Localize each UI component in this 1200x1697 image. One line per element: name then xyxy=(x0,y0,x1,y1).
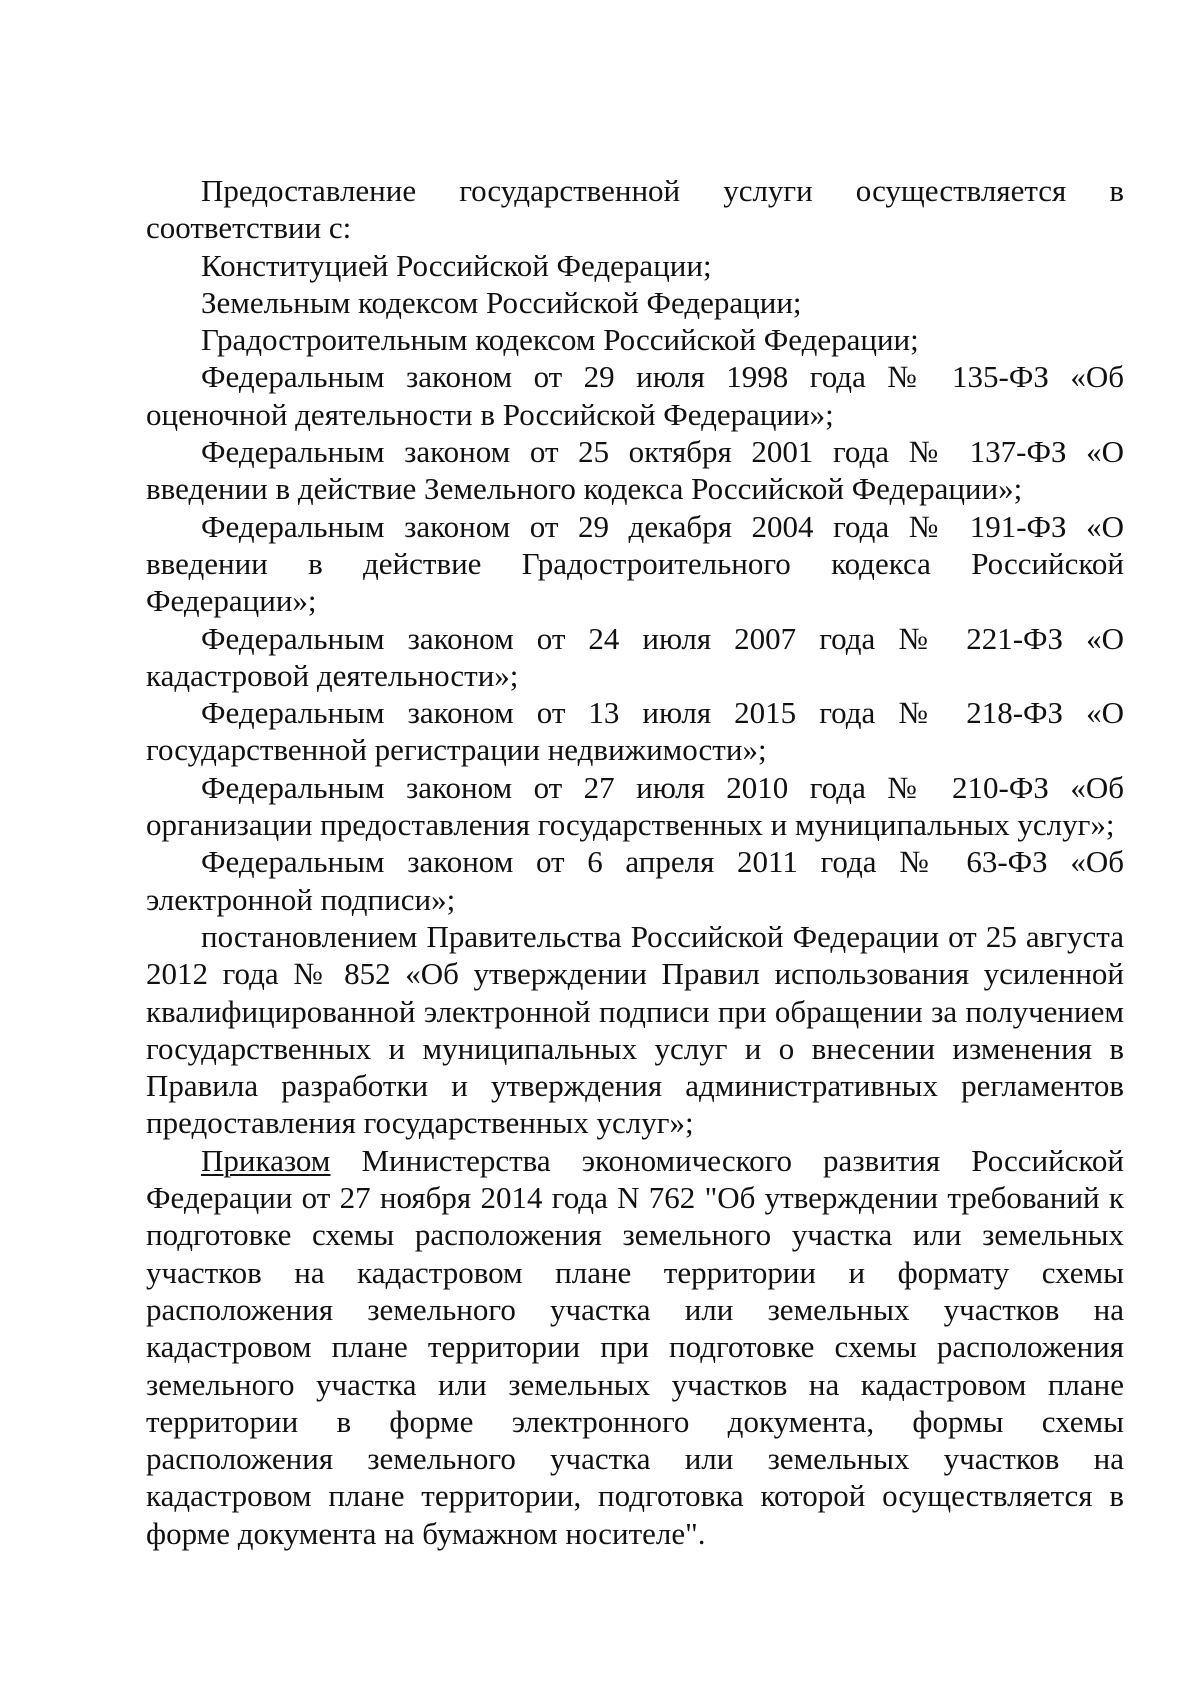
list-item-law-135: Федеральным законом от 29 июля 1998 года № 135-ФЗ «Об оценочной деятельности в Российской Федерации»; xyxy=(146,359,1124,432)
list-item-law-210: Федеральным законом от 27 июля 2010 года № 210-ФЗ «Об организации предоставления государственных и муниципальных услуг»; xyxy=(146,769,1124,843)
list-item-law-221: Федеральным законом от 24 июля 2007 года № 221-ФЗ «О кадастровой деятельности»; xyxy=(146,620,1124,693)
list-item-land-code: Земельным кодексом Российской Федерации; xyxy=(201,284,802,320)
list-item-urban-code: Градостроительным кодексом Российской Федерации; xyxy=(201,322,919,358)
list-item-law-218: Федеральным законом от 13 июля 2015 года № 218-ФЗ «О государственной регистрации недвижимости»; xyxy=(146,695,1124,768)
list-item-resolution-852: постановлением Правительства Российской Федерации от 25 августа 2012 года № 852 «Об утверждении Правил использования усиленной квалифицированной электронной подписи при обращении за получением государственных и муниципальных услуг и о внесении изменения в Правила разработки и утверждения административных регламентов предоставления государственных услуг»; xyxy=(146,918,1124,1141)
list-item-order-762 xyxy=(146,1142,1124,1552)
document-page xyxy=(146,172,1124,1552)
list-item-law-191: Федеральным законом от 29 декабря 2004 года № 191-ФЗ «О введении в действие Градостроительного кодекса Российской Федерации»; xyxy=(146,508,1124,619)
order-text: Министерства экономического развития Российской Федерации от 27 ноября 2014 года N 762 "Об утверждении требований к подготовке схемы расположения земельного участка или земельных участков на кадастровом плане территории и формату схемы расположения земельного участка или земельных участков на кадастровом плане территории при подготовке схемы расположения земельного участка или земельных участков на кадастровом плане территории в форме электронного документа, формы схемы расположения земельного участка или земельных участков на кадастровом плане территории, подготовка которой осуществляется в форме документа на бумажном носителе". xyxy=(146,1142,1124,1551)
intro-paragraph: Предоставление государственной услуги осуществляется в соответствии с: xyxy=(146,173,1124,246)
list-item-constitution: Конституцией Российской Федерации; xyxy=(201,247,712,283)
list-item-law-137: Федеральным законом от 25 октября 2001 года № 137-ФЗ «О введении в действие Земельного кодекса Российской Федерации»; xyxy=(146,434,1124,507)
list-item-law-63: Федеральным законом от 6 апреля 2011 года № 63-ФЗ «Об электронной подписи»; xyxy=(146,844,1124,917)
order-link[interactable]: Приказом xyxy=(201,1142,331,1178)
